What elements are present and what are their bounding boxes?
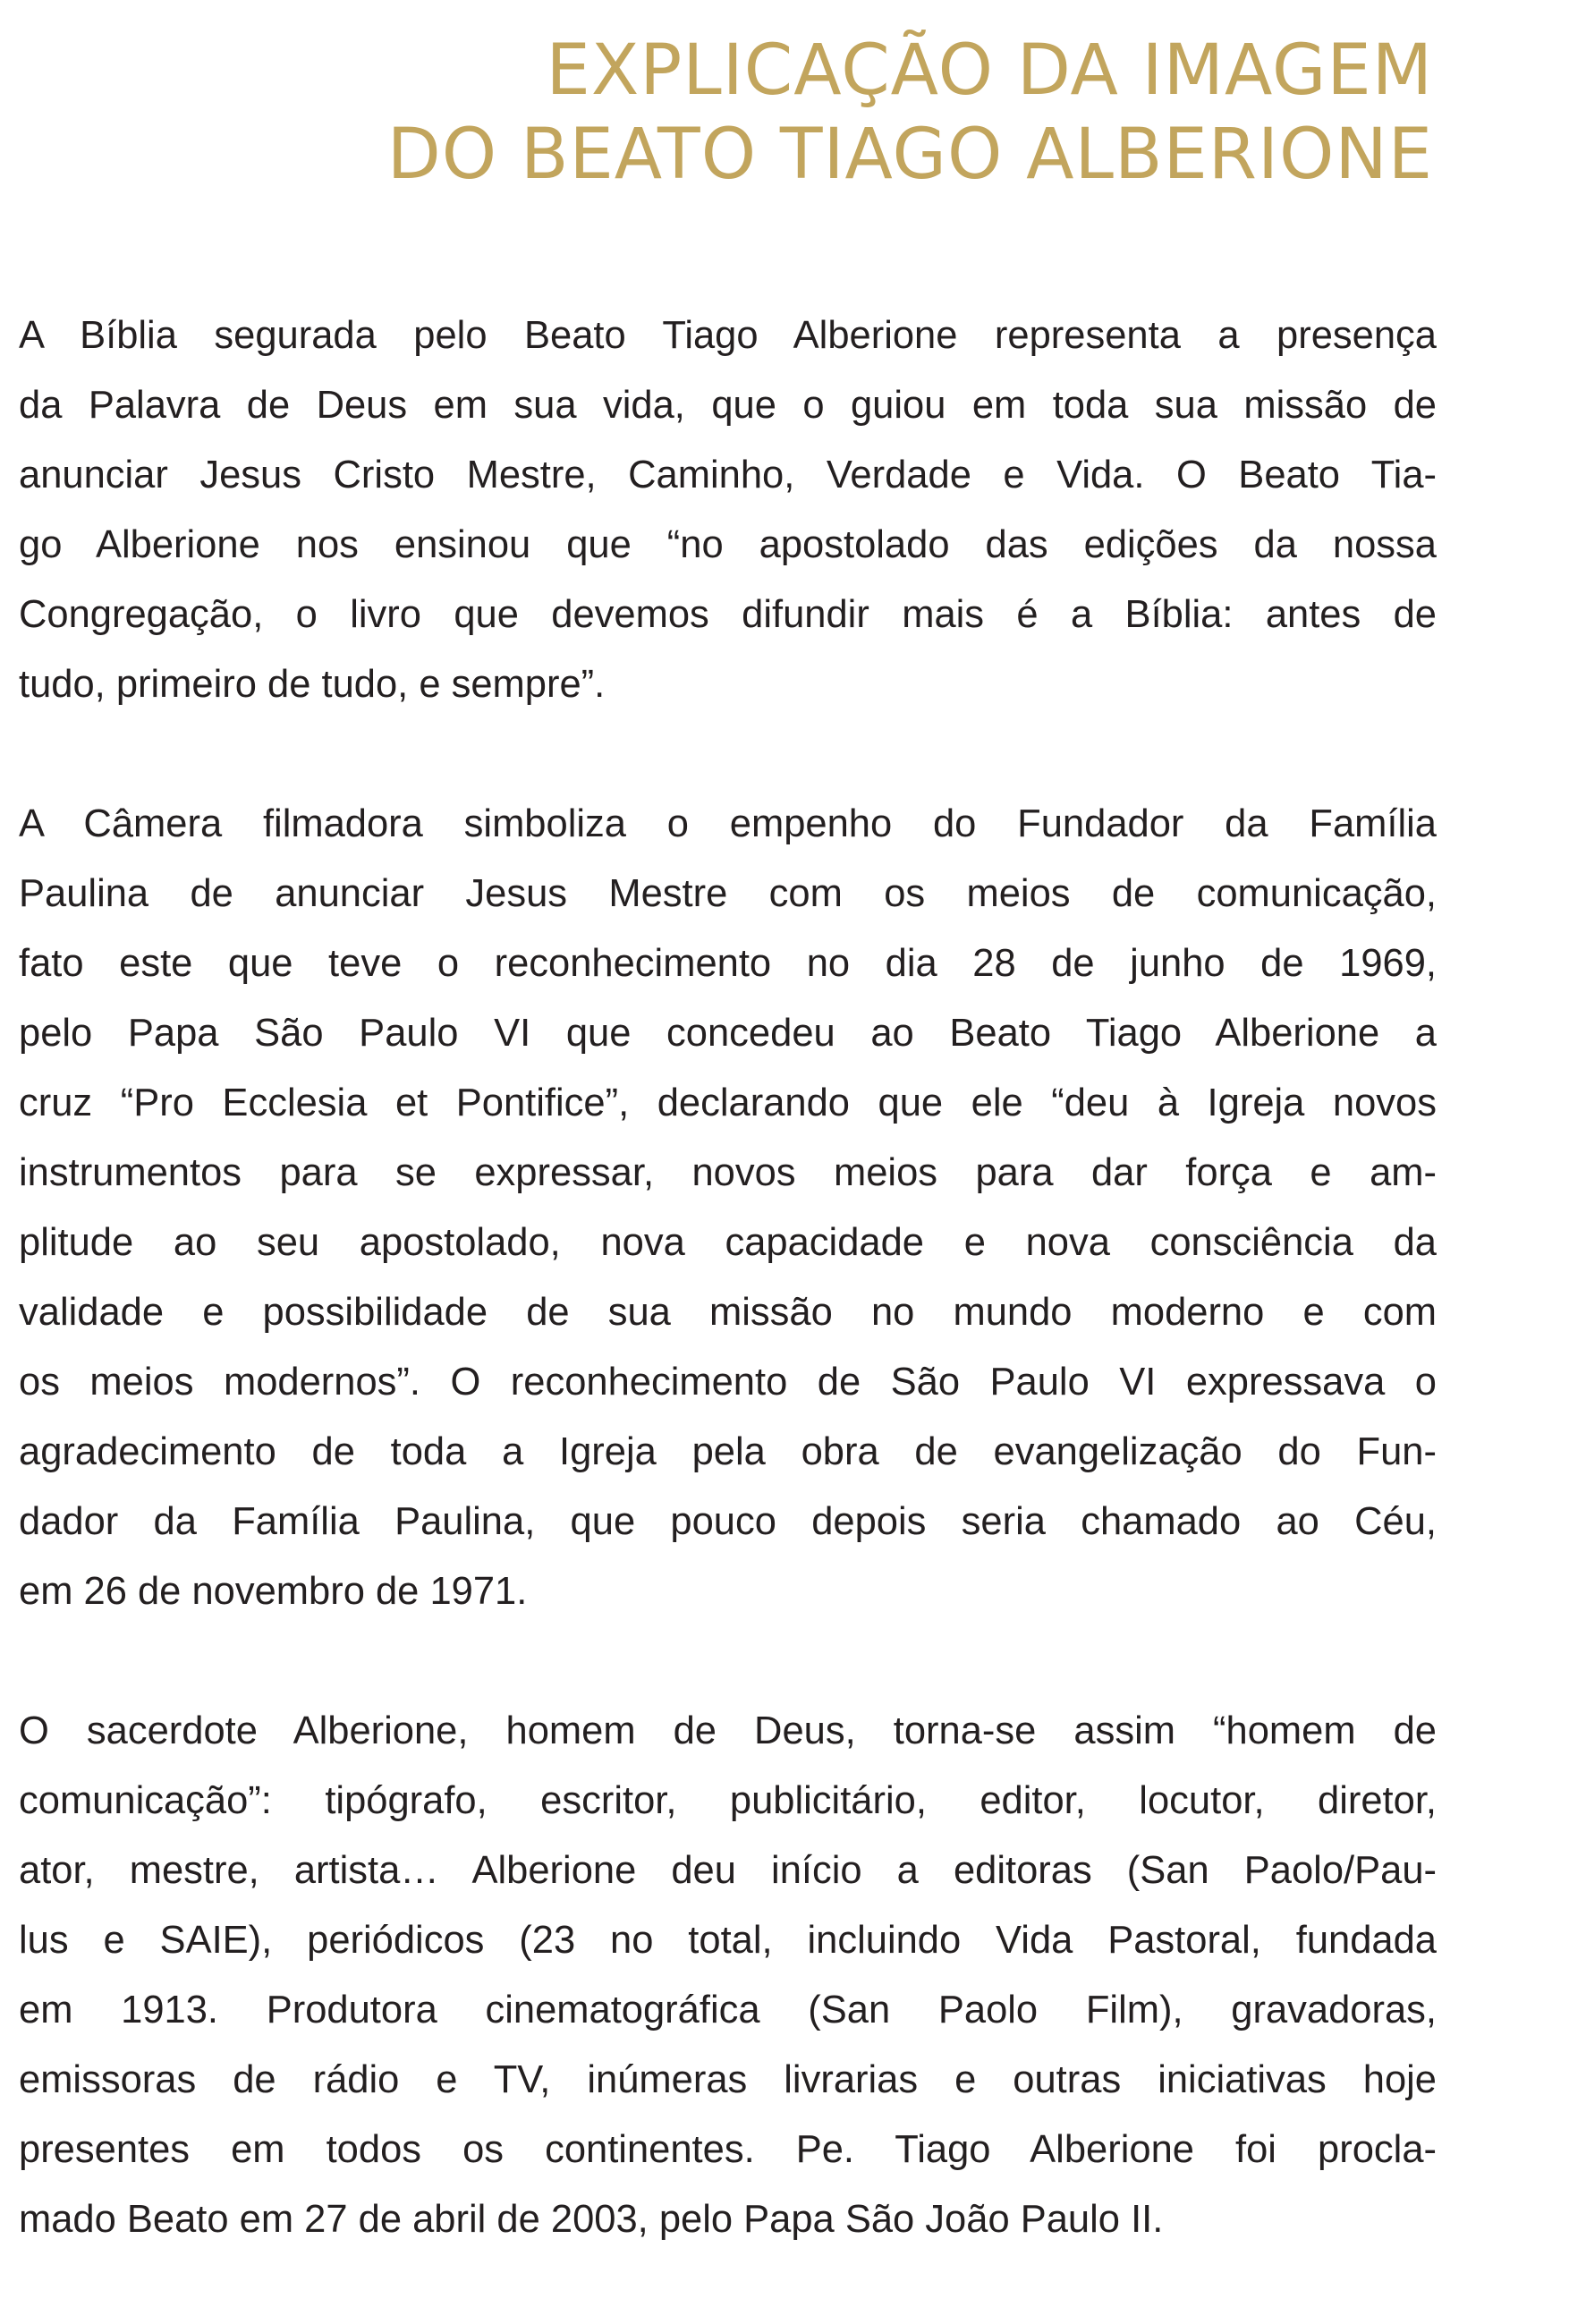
title-line-1: EXPLICAÇÃO DA IMAGEM	[546, 30, 1433, 111]
text-line: emissoras de rádio e TV, inúmeras livrarias e outras iniciativas hoje	[19, 2058, 1437, 2101]
title-line-2: DO BEATO TIAGO ALBERIONE	[386, 115, 1433, 195]
text-line: presentes em todos os continentes. Pe. Tiago Alberione foi procla-	[19, 2128, 1437, 2171]
text-line: mado Beato em 27 de abril de 2003, pelo Papa São João Paulo II.	[19, 2198, 1164, 2241]
text-line: da Palavra de Deus em sua vida, que o guiou em toda sua missão de	[19, 384, 1437, 427]
text-line: em 26 de novembro de 1971.	[19, 1570, 528, 1613]
text-line: tudo, primeiro de tudo, e sempre”.	[19, 663, 606, 706]
text-line: go Alberione nos ensinou que “no apostolado das edições da nossa	[19, 523, 1437, 566]
text-line: Paulina de anunciar Jesus Mestre com os meios de comunicação,	[19, 872, 1437, 915]
text-line: instrumentos para se expressar, novos meios para dar força e am-	[19, 1151, 1437, 1194]
body-text	[19, 301, 1437, 2324]
paragraph-sacerdote	[19, 1696, 1437, 2254]
text-line: os meios modernos”. O reconhecimento de São Paulo VI expressava o	[19, 1361, 1437, 1404]
text-line: ator, mestre, artista… Alberione deu início a editoras (San Paolo/Pau-	[19, 1849, 1437, 1892]
text-line: cruz “Pro Ecclesia et Pontifice”, declarando que ele “deu à Igreja novos	[19, 1081, 1437, 1124]
text-line: anunciar Jesus Cristo Mestre, Caminho, Verdade e Vida. O Beato Tia-	[19, 454, 1437, 496]
text-line: validade e possibilidade de sua missão no mundo moderno e com	[19, 1291, 1437, 1334]
paragraph-camera	[19, 789, 1437, 1626]
text-line: Congregação, o livro que devemos difundir mais é a Bíblia: antes de	[19, 593, 1437, 636]
text-line: fato este que teve o reconhecimento no dia 28 de junho de 1969,	[19, 942, 1437, 985]
text-line: dador da Família Paulina, que pouco depois seria chamado ao Céu,	[19, 1500, 1437, 1543]
text-line: em 1913. Produtora cinematográfica (San Paolo Film), gravadoras,	[19, 1989, 1437, 2031]
text-line: A Bíblia segurada pelo Beato Tiago Alberione representa a presença	[19, 314, 1437, 357]
text-line: pelo Papa São Paulo VI que concedeu ao Beato Tiago Alberione a	[19, 1012, 1437, 1055]
text-line: lus e SAIE), periódicos (23 no total, incluindo Vida Pastoral, fundada	[19, 1919, 1437, 1962]
text-line: A Câmera filmadora simboliza o empenho do Fundador da Família	[19, 802, 1437, 845]
text-line: agradecimento de toda a Igreja pela obra de evangelização do Fun-	[19, 1430, 1437, 1473]
text-line: O sacerdote Alberione, homem de Deus, torna-se assim “homem de	[19, 1709, 1437, 1752]
text-line: plitude ao seu apostolado, nova capacidade e nova consciência da	[19, 1221, 1437, 1264]
page-title	[0, 29, 1433, 197]
text-line: comunicação”: tipógrafo, escritor, publicitário, editor, locutor, diretor,	[19, 1779, 1437, 1822]
paragraph-biblia	[19, 301, 1437, 719]
